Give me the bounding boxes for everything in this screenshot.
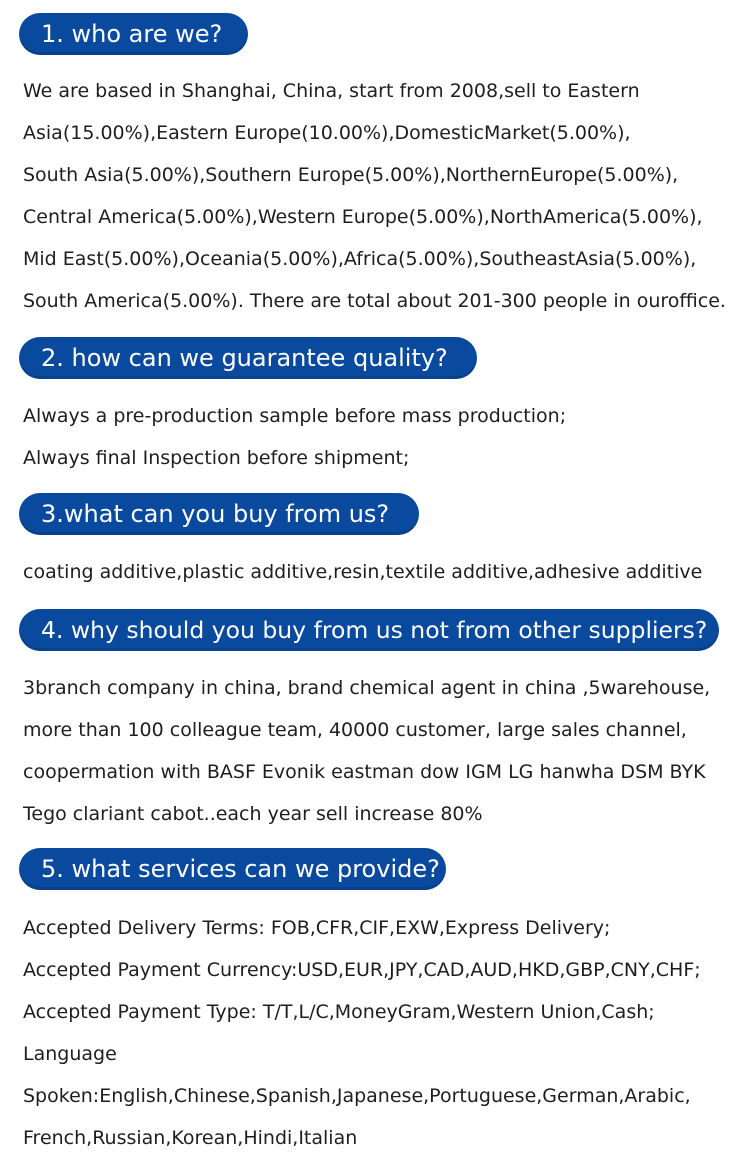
section-5-line-4: Language [23,1043,117,1065]
section-5-line-1: Accepted Delivery Terms: FOB,CFR,CIF,EXW,Express Delivery; [23,917,611,939]
section-1-line-2: Asia(15.00%),Eastern Europe(10.00%),DomesticMarket(5.00%), [23,122,631,144]
section-heading-quality: 2. how can we guarantee quality? [19,337,477,379]
section-1-line-5: Mid East(5.00%),Oceania(5.00%),Africa(5.00%),SoutheastAsia(5.00%), [23,248,697,270]
section-heading-what-buy: 3.what can you buy from us? [19,493,419,535]
section-2-line-2: Always final Inspection before shipment; [23,447,410,469]
section-3-line-1: coating additive,plastic additive,resin,textile additive,adhesive additive [23,561,703,583]
section-4-line-1: 3branch company in china, brand chemical agent in china ,5warehouse, [23,677,711,699]
section-5-line-2: Accepted Payment Currency:USD,EUR,JPY,CAD,AUD,HKD,GBP,CNY,CHF; [23,959,701,981]
section-1-line-1: We are based in Shanghai, China, start from 2008,sell to Eastern [23,80,640,102]
section-1-line-4: Central America(5.00%),Western Europe(5.00%),NorthAmerica(5.00%), [23,206,703,228]
section-5-line-6: French,Russian,Korean,Hindi,Italian [23,1127,358,1149]
section-4-line-4: Tego clariant cabot..each year sell increase 80% [23,803,483,825]
section-heading-services: 5. what services can we provide? [19,848,446,890]
section-1-line-6: South America(5.00%). There are total about 201-300 people in ouroffice. [23,290,726,312]
section-4-line-2: more than 100 colleague team, 40000 customer, large sales channel, [23,719,687,741]
section-4-line-3: coopermation with BASF Evonik eastman dow IGM LG hanwha DSM BYK [23,761,706,783]
section-2-line-1: Always a pre-production sample before mass production; [23,405,567,427]
section-heading-why-buy: 4. why should you buy from us not from other suppliers? [19,609,719,651]
section-5-line-5: Spoken:English,Chinese,Spanish,Japanese,Portuguese,German,Arabic, [23,1085,691,1107]
section-1-line-3: South Asia(5.00%),Southern Europe(5.00%),NorthernEurope(5.00%), [23,164,679,186]
section-5-line-3: Accepted Payment Type: T/T,L/C,MoneyGram,Western Union,Cash; [23,1001,655,1023]
section-heading-who-are-we: 1. who are we? [19,13,248,55]
